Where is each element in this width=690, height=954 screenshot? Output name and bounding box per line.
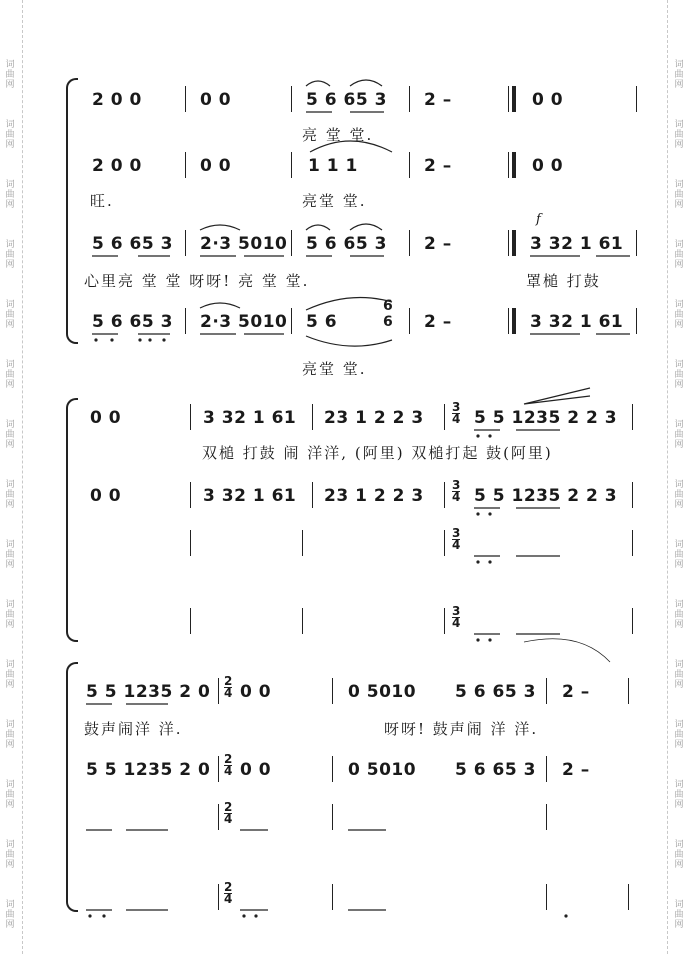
system-2-voice-1 bbox=[0, 400, 690, 432]
barline bbox=[291, 86, 292, 112]
system-3-voice-2 bbox=[0, 752, 690, 784]
measure: 5 5 1235 2 0 bbox=[86, 760, 211, 780]
barline bbox=[636, 230, 637, 256]
measure: 2 0 0 bbox=[92, 156, 142, 176]
octave-dot bbox=[488, 512, 491, 515]
watermark-mark: 词 曲 网 bbox=[5, 60, 15, 90]
measure: 0 0 bbox=[90, 408, 122, 428]
measure: 5 6 65 3 bbox=[455, 760, 536, 780]
measure: 0 0 bbox=[200, 156, 232, 176]
lyric-line: 心里亮 堂 堂 呀呀! 亮 堂 堂. bbox=[84, 272, 310, 290]
measure: 5 6 65 3 bbox=[92, 234, 173, 254]
slur-mark bbox=[524, 639, 610, 662]
measure: 5 5 1235 2 2 3 bbox=[474, 408, 618, 428]
barline bbox=[546, 804, 547, 830]
watermark-mark: 词 曲 网 bbox=[5, 540, 15, 570]
system-1-voice-4 bbox=[0, 298, 690, 336]
slur-mark bbox=[306, 336, 392, 346]
octave-dot bbox=[476, 560, 479, 563]
system-2-voice-3 bbox=[0, 526, 690, 558]
measure: 2 – bbox=[562, 760, 590, 780]
slur-mark bbox=[200, 225, 240, 230]
double-barline bbox=[508, 86, 516, 112]
barline bbox=[185, 230, 186, 256]
watermark-mark: 词 曲 网 bbox=[5, 480, 15, 510]
barline bbox=[332, 884, 333, 910]
barline bbox=[636, 308, 637, 334]
octave-dot bbox=[242, 914, 245, 917]
measure: 2 – bbox=[562, 682, 590, 702]
double-barline bbox=[508, 152, 516, 178]
watermark-mark: 词 曲 网 bbox=[5, 900, 15, 930]
measure: 0 0 bbox=[90, 486, 122, 506]
watermark-mark: 词 曲 网 bbox=[5, 720, 15, 750]
time-signature-3-4: 3 4 bbox=[452, 604, 461, 630]
watermark-mark: 词 曲 网 bbox=[674, 600, 684, 630]
octave-dot bbox=[488, 638, 491, 641]
slur-mark bbox=[200, 303, 240, 308]
watermark-mark: 词 曲 网 bbox=[674, 360, 684, 390]
octave-dot bbox=[148, 338, 151, 341]
barline bbox=[185, 308, 186, 334]
measure: 2 – bbox=[424, 234, 452, 254]
time-signature-3-4: 3 4 bbox=[452, 478, 461, 504]
barline bbox=[444, 608, 445, 634]
lyric-fragment: 旺. bbox=[90, 192, 114, 210]
watermark-mark: 词 曲 网 bbox=[674, 480, 684, 510]
barline bbox=[218, 756, 219, 782]
watermark-mark: 词 曲 网 bbox=[674, 300, 684, 330]
watermark-mark: 词 曲 网 bbox=[5, 300, 15, 330]
barline bbox=[190, 404, 191, 430]
lyric-line: 亮堂 堂. bbox=[302, 192, 367, 210]
barline bbox=[632, 482, 633, 508]
barline bbox=[332, 804, 333, 830]
barline bbox=[409, 308, 410, 334]
barline bbox=[291, 308, 292, 334]
measure: 5 5 1235 2 2 3 bbox=[474, 486, 618, 506]
system-2-voice-2 bbox=[0, 478, 690, 510]
lyric-line: 双槌 打鼓 闹 洋洋, (阿里) 双槌打起 鼓(阿里) bbox=[202, 444, 553, 462]
octave-dot bbox=[102, 914, 105, 917]
measure: 3 32 1 61 bbox=[530, 312, 624, 332]
time-signature-2-4: 2 4 bbox=[224, 880, 233, 906]
measure: 2 – bbox=[424, 312, 452, 332]
lyric-fragment: 罩槌 打鼓 bbox=[526, 272, 601, 290]
measure: 2 – bbox=[424, 156, 452, 176]
measure: 0 0 bbox=[532, 156, 564, 176]
double-barline bbox=[508, 308, 516, 334]
barline bbox=[632, 530, 633, 556]
system-3-voice-4 bbox=[0, 880, 690, 912]
slur-mark bbox=[350, 224, 382, 230]
measure: 5 5 1235 2 0 bbox=[86, 682, 211, 702]
system-1-voice-1 bbox=[0, 90, 690, 114]
measure: 3 32 1 61 bbox=[203, 408, 297, 428]
watermark-mark: 词 曲 网 bbox=[5, 120, 15, 150]
measure: 5 6 65 3 bbox=[306, 234, 387, 254]
measure: 2 0 0 bbox=[92, 90, 142, 110]
barline bbox=[332, 756, 333, 782]
barline bbox=[312, 404, 313, 430]
watermark-mark: 词 曲 网 bbox=[674, 720, 684, 750]
system-1-voice-3 bbox=[0, 234, 690, 258]
watermark-mark: 词 曲 网 bbox=[5, 360, 15, 390]
barline bbox=[444, 404, 445, 430]
watermark-mark: 词 曲 网 bbox=[5, 660, 15, 690]
watermark-mark: 词 曲 网 bbox=[674, 780, 684, 810]
measure: 0 0 bbox=[200, 90, 232, 110]
lyric-line: 亮堂 堂. bbox=[302, 360, 367, 378]
barline bbox=[546, 756, 547, 782]
barline bbox=[632, 608, 633, 634]
slur-mark bbox=[306, 298, 392, 311]
octave-dot bbox=[476, 638, 479, 641]
barline bbox=[190, 608, 191, 634]
octave-dot bbox=[488, 560, 491, 563]
measure: 0 0 bbox=[532, 90, 564, 110]
barline bbox=[628, 678, 629, 704]
watermark-mark: 词 曲 网 bbox=[5, 180, 15, 210]
measure: 5 6 65 3 bbox=[306, 90, 387, 110]
crescendo-mark bbox=[524, 388, 590, 404]
system-1-brace bbox=[66, 78, 78, 344]
measure: 0 5010 bbox=[348, 682, 417, 702]
watermark-mark: 词 曲 网 bbox=[674, 180, 684, 210]
system-1-voice-2 bbox=[0, 156, 690, 180]
watermark-mark: 词 曲 网 bbox=[674, 900, 684, 930]
measure: 1 1 1 bbox=[308, 156, 358, 176]
barline bbox=[302, 530, 303, 556]
measure: 3 32 1 61 bbox=[203, 486, 297, 506]
barline bbox=[409, 86, 410, 112]
octave-dot bbox=[476, 512, 479, 515]
measure: 5 6 bbox=[306, 312, 338, 332]
watermark-mark: 词 曲 网 bbox=[674, 60, 684, 90]
system-3-voice-3 bbox=[0, 800, 690, 832]
slur-mark bbox=[306, 225, 330, 230]
barline bbox=[409, 152, 410, 178]
watermark-mark: 词 曲 网 bbox=[674, 240, 684, 270]
barline bbox=[332, 678, 333, 704]
breath-mark: f bbox=[536, 212, 541, 227]
octave-dot bbox=[476, 434, 479, 437]
measure: 0 5010 bbox=[348, 760, 417, 780]
measure: 0 0 bbox=[240, 682, 272, 702]
lyric-line: 亮 堂 堂. bbox=[302, 126, 374, 144]
barline bbox=[546, 884, 547, 910]
measure: 2 – bbox=[424, 90, 452, 110]
octave-dot bbox=[88, 914, 91, 917]
octave-dot bbox=[162, 338, 165, 341]
measure: 23 1 2 2 3 bbox=[324, 408, 424, 428]
octave-dot bbox=[564, 914, 567, 917]
barline bbox=[444, 530, 445, 556]
measure: 5 6 65 3 bbox=[92, 312, 173, 332]
barline bbox=[218, 678, 219, 704]
double-barline bbox=[508, 230, 516, 256]
watermark-mark: 词 曲 网 bbox=[674, 660, 684, 690]
barline bbox=[636, 86, 637, 112]
system-2-voice-4 bbox=[0, 604, 690, 636]
time-signature-2-4: 2 4 bbox=[224, 752, 233, 778]
watermark-mark: 词 曲 网 bbox=[5, 420, 15, 450]
lyric-fragment: 鼓声闹洋 洋. bbox=[84, 720, 183, 738]
watermark-mark: 词 曲 网 bbox=[674, 120, 684, 150]
system-2-brace bbox=[66, 398, 78, 642]
octave-dot bbox=[94, 338, 97, 341]
chord: 6 6 bbox=[383, 298, 394, 330]
barline bbox=[190, 482, 191, 508]
watermark-mark: 词 曲 网 bbox=[5, 240, 15, 270]
octave-dot bbox=[110, 338, 113, 341]
measure: 2·3 5010 bbox=[200, 312, 288, 332]
barline bbox=[409, 230, 410, 256]
slur-mark bbox=[350, 80, 382, 86]
slur-mark bbox=[306, 81, 330, 86]
time-signature-2-4: 2 4 bbox=[224, 674, 233, 700]
barline bbox=[546, 678, 547, 704]
barline bbox=[185, 86, 186, 112]
barline bbox=[291, 230, 292, 256]
octave-dot bbox=[488, 434, 491, 437]
octave-dot bbox=[138, 338, 141, 341]
watermark-mark: 词 曲 网 bbox=[5, 780, 15, 810]
measure: 0 0 bbox=[240, 760, 272, 780]
barline bbox=[312, 482, 313, 508]
barline bbox=[302, 608, 303, 634]
barline bbox=[444, 482, 445, 508]
watermark-mark: 词 曲 网 bbox=[674, 540, 684, 570]
barline bbox=[185, 152, 186, 178]
barline bbox=[628, 884, 629, 910]
barline bbox=[632, 404, 633, 430]
measure: 5 6 65 3 bbox=[455, 682, 536, 702]
barline bbox=[291, 152, 292, 178]
barline bbox=[190, 530, 191, 556]
octave-dot bbox=[254, 914, 257, 917]
measure: 23 1 2 2 3 bbox=[324, 486, 424, 506]
barline bbox=[218, 804, 219, 830]
time-signature-3-4: 3 4 bbox=[452, 400, 461, 426]
barline bbox=[218, 884, 219, 910]
watermark-mark: 词 曲 网 bbox=[5, 840, 15, 870]
lyric-line: 呀呀! 鼓声闹 洋 洋. bbox=[384, 720, 539, 738]
measure: 2·3 5010 bbox=[200, 234, 288, 254]
watermark-mark: 词 曲 网 bbox=[5, 600, 15, 630]
time-signature-3-4: 3 4 bbox=[452, 526, 461, 552]
time-signature-2-4: 2 4 bbox=[224, 800, 233, 826]
watermark-mark: 词 曲 网 bbox=[674, 840, 684, 870]
measure: 3 32 1 61 bbox=[530, 234, 624, 254]
watermark-mark: 词 曲 网 bbox=[674, 420, 684, 450]
